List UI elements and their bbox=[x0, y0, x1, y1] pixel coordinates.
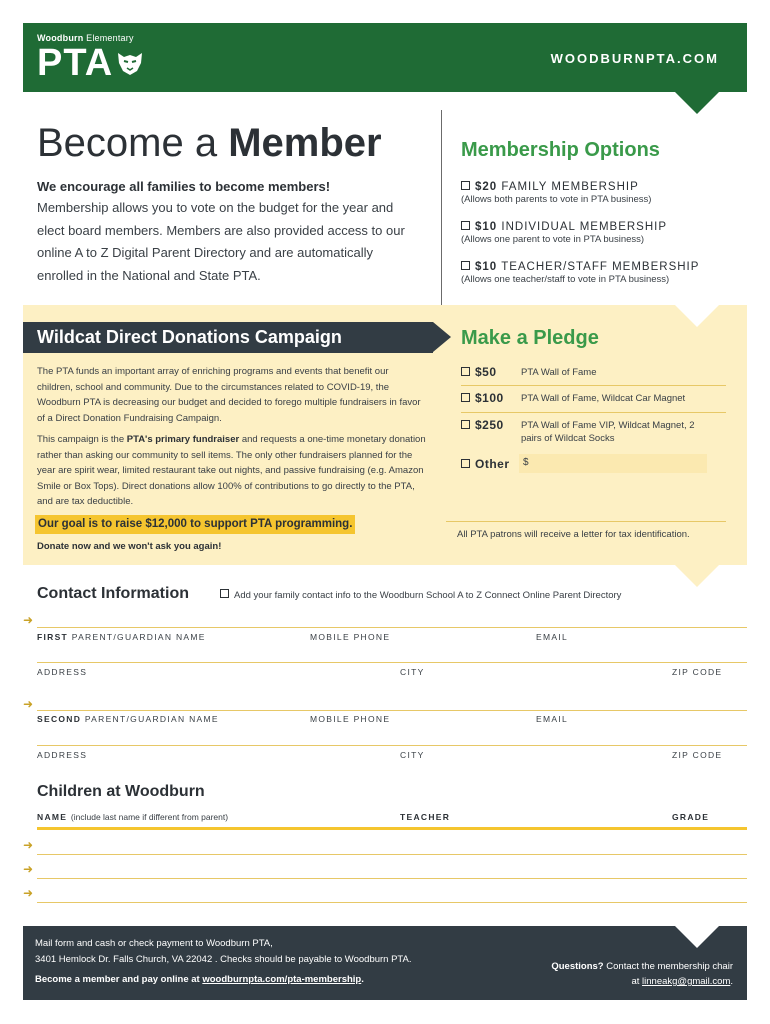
logo-pta: PTA bbox=[37, 42, 114, 84]
directory-option: Add your family contact info to the Woodburn School A to Z Connect Online Parent Directory bbox=[220, 589, 621, 601]
first-address-label: ADDRESS bbox=[37, 667, 88, 677]
second-guardian-label: SECOND PARENT/GUARDIAN NAME bbox=[37, 714, 219, 724]
checkbox-teacher[interactable] bbox=[461, 261, 470, 270]
teacher-label: TEACHER bbox=[400, 812, 451, 822]
campaign-paragraph-1: The PTA funds an important array of enriching programs and events that benefit our children, school and community. Due to the circumstances related to COVID-19, the Woodburn PTA is decreasing our budget and decided to forego multiple fundraisers in favor of a Direct Donation Fundraising Campaign. bbox=[37, 366, 421, 424]
footer-contact-email: at linneakg@gmail.com. bbox=[631, 976, 733, 987]
header-banner bbox=[23, 23, 747, 92]
checkbox-family[interactable] bbox=[461, 181, 470, 190]
arrow-icon: ➜ bbox=[23, 862, 34, 876]
arrow-icon: ➜ bbox=[23, 613, 34, 627]
site-url[interactable]: WOODBURNPTA.COM bbox=[550, 51, 719, 66]
campaign-paragraph-2: This campaign is the PTA's primary fundraiser and requests a one-time monetary donation rather than asking our community to sell items. The only other fundraisers planned for the year are spirit wear, limited restaurant take out nights, and passive fundraising (e.g. Amazon Smile or Box Tops). Direct donations allow 100% of contributions to go directly to the PTA, and are tax deductible. bbox=[37, 434, 426, 508]
first-guardian-label: FIRST PARENT/GUARDIAN NAME bbox=[37, 632, 206, 642]
second-mobile-label: MOBILE PHONE bbox=[310, 714, 391, 724]
campaign-donate-note: Donate now and we won't ask you again! bbox=[37, 541, 222, 552]
contact-heading: Contact Information bbox=[37, 585, 189, 602]
first-mobile-label: MOBILE PHONE bbox=[310, 632, 391, 642]
form-line bbox=[37, 710, 747, 711]
membership-heading: Membership Options bbox=[461, 139, 660, 161]
footer bbox=[23, 926, 747, 1000]
footer-questions: Questions? Contact the membership chair bbox=[551, 961, 733, 972]
child-name-label: NAME (include last name if different from parent) bbox=[37, 812, 229, 822]
footer-notch bbox=[675, 926, 719, 948]
header-notch bbox=[675, 92, 719, 114]
children-heading: Children at Woodburn bbox=[37, 783, 205, 800]
checkbox-pledge-100[interactable] bbox=[461, 393, 470, 402]
second-city-label: CITY bbox=[400, 750, 425, 760]
membership-option-individual: $10 INDIVIDUAL MEMBERSHIP (Allows one parent to vote in PTA business) bbox=[461, 221, 668, 245]
child-row-line bbox=[37, 854, 747, 855]
form-line bbox=[37, 627, 747, 628]
page-title: Become a Member bbox=[37, 121, 382, 165]
logo-school-name: Woodburn Elementary bbox=[37, 33, 134, 43]
intro-body: Membership allows you to vote on the budget for the year and elect board members. Members are also provided access to our online A to Z Digital Parent Directory and are automatically enrolled in the National and State PTA. bbox=[37, 200, 405, 283]
second-email-label: EMAIL bbox=[536, 714, 569, 724]
form-line bbox=[37, 745, 747, 746]
tax-note: All PTA patrons will receive a letter for tax identification. bbox=[457, 529, 690, 540]
membership-link[interactable]: woodburnpta.com/pta-membership bbox=[202, 974, 362, 985]
second-zip-label: ZIP CODE bbox=[672, 750, 723, 760]
arrow-icon: ➜ bbox=[23, 697, 34, 711]
checkbox-directory[interactable] bbox=[220, 589, 229, 598]
other-amount-field[interactable]: $ bbox=[519, 454, 707, 473]
checkbox-pledge-50[interactable] bbox=[461, 367, 470, 376]
first-zip-label: ZIP CODE bbox=[672, 667, 723, 677]
footer-online-line: Become a member and pay online at woodburnpta.com/pta-membership. bbox=[35, 974, 364, 985]
campaign-title-bar: Wildcat Direct Donations Campaign bbox=[23, 322, 433, 353]
column-divider bbox=[441, 110, 442, 320]
children-header-rule bbox=[37, 827, 747, 830]
tax-divider bbox=[446, 521, 726, 522]
footer-mail-line: Mail form and cash or check payment to Woodburn PTA, bbox=[35, 938, 273, 949]
checkbox-individual[interactable] bbox=[461, 221, 470, 230]
arrow-icon: ➜ bbox=[23, 838, 34, 852]
form-line bbox=[37, 662, 747, 663]
membership-option-family: $20 FAMILY MEMBERSHIP (Allows both parents to vote in PTA business) bbox=[461, 181, 652, 205]
pledge-notch bbox=[675, 305, 719, 327]
arrow-icon: ➜ bbox=[23, 886, 34, 900]
pledge-heading: Make a Pledge bbox=[461, 327, 599, 349]
wildcat-logo-icon bbox=[115, 47, 145, 77]
child-row-line bbox=[37, 902, 747, 903]
contact-notch bbox=[675, 565, 719, 587]
contact-email-link[interactable]: linneakg@gmail.com bbox=[642, 976, 731, 987]
second-address-label: ADDRESS bbox=[37, 750, 88, 760]
campaign-goal: Our goal is to raise $12,000 to support PTA programming. bbox=[35, 515, 355, 534]
checkbox-pledge-other[interactable] bbox=[461, 459, 470, 468]
footer-address-line: 3401 Hemlock Dr. Falls Church, VA 22042 . Checks should be payable to Woodburn PTA. bbox=[35, 954, 412, 965]
grade-label: GRADE bbox=[672, 812, 710, 822]
first-city-label: CITY bbox=[400, 667, 425, 677]
intro-lead: We encourage all families to become members! bbox=[37, 179, 331, 194]
first-email-label: EMAIL bbox=[536, 632, 569, 642]
membership-option-teacher: $10 TEACHER/STAFF MEMBERSHIP (Allows one teacher/staff to vote in PTA business) bbox=[461, 261, 700, 285]
child-row-line bbox=[37, 878, 747, 879]
checkbox-pledge-250[interactable] bbox=[461, 420, 470, 429]
campaign-title-arrow bbox=[433, 322, 451, 352]
